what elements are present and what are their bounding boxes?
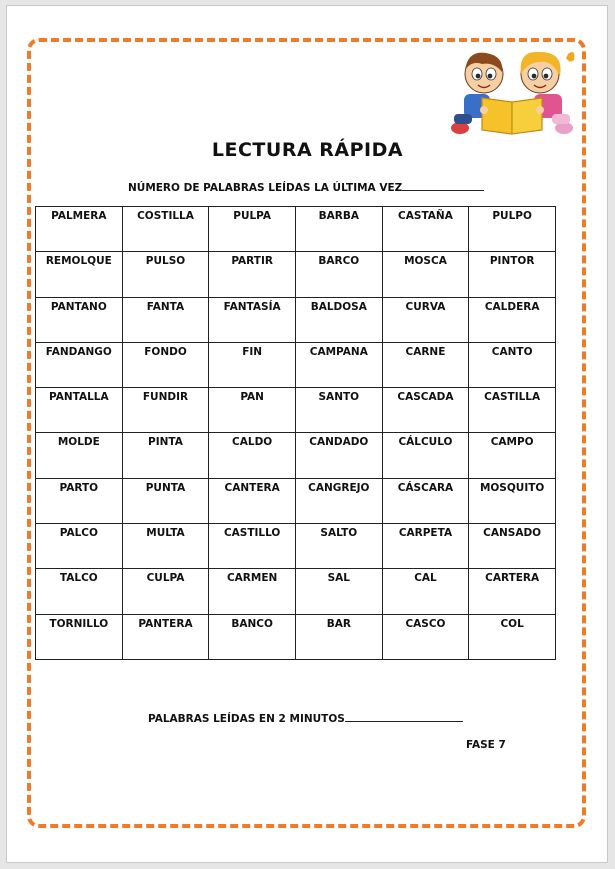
word-cell: SANTO xyxy=(295,388,382,433)
word-cell: CARNE xyxy=(382,342,469,387)
word-cell: CALDO xyxy=(209,433,296,478)
word-cell: FONDO xyxy=(122,342,209,387)
word-cell: CAL xyxy=(382,569,469,614)
two-minutes-label: PALABRAS LEÍDAS EN 2 MINUTOS xyxy=(148,713,345,725)
word-cell: FANDANGO xyxy=(36,342,123,387)
word-cell: BANCO xyxy=(209,614,296,659)
word-cell: PALMERA xyxy=(36,207,123,252)
word-cell: MOLDE xyxy=(36,433,123,478)
word-cell: CASTAÑA xyxy=(382,207,469,252)
word-row xyxy=(36,252,556,297)
word-row xyxy=(36,207,556,252)
word-cell: PANTERA xyxy=(122,614,209,659)
word-row xyxy=(36,478,556,523)
word-cell: CANDADO xyxy=(295,433,382,478)
word-cell: CANTO xyxy=(469,342,556,387)
word-cell: CASCO xyxy=(382,614,469,659)
word-row xyxy=(36,297,556,342)
children-reading-book-illustration xyxy=(448,44,576,138)
word-cell: CANGREJO xyxy=(295,478,382,523)
word-cell: CULPA xyxy=(122,569,209,614)
word-cell: CAMPO xyxy=(469,433,556,478)
word-cell: CALDERA xyxy=(469,297,556,342)
word-cell: CÁSCARA xyxy=(382,478,469,523)
word-row xyxy=(36,433,556,478)
word-cell: SALTO xyxy=(295,524,382,569)
word-row xyxy=(36,342,556,387)
word-cell: CASTILLO xyxy=(209,524,296,569)
word-cell: PARTIR xyxy=(209,252,296,297)
word-cell: CASTILLA xyxy=(469,388,556,433)
word-cell: MOSCA xyxy=(382,252,469,297)
word-cell: TALCO xyxy=(36,569,123,614)
word-cell: PULSO xyxy=(122,252,209,297)
word-cell: PANTALLA xyxy=(36,388,123,433)
word-cell: BARCO xyxy=(295,252,382,297)
word-cell: MULTA xyxy=(122,524,209,569)
word-cell: SAL xyxy=(295,569,382,614)
word-cell: COSTILLA xyxy=(122,207,209,252)
word-row xyxy=(36,569,556,614)
word-cell: BAR xyxy=(295,614,382,659)
two-minutes-count-line xyxy=(148,711,463,725)
word-cell: PUNTA xyxy=(122,478,209,523)
last-time-count-line xyxy=(128,180,484,194)
word-cell: FANTASÍA xyxy=(209,297,296,342)
word-cell: CAMPANA xyxy=(295,342,382,387)
word-cell: MOSQUITO xyxy=(469,478,556,523)
word-cell: PALCO xyxy=(36,524,123,569)
word-cell: CASCADA xyxy=(382,388,469,433)
word-cell: PINTOR xyxy=(469,252,556,297)
page-title: LECTURA RÁPIDA xyxy=(211,139,404,161)
book-icon xyxy=(482,98,512,134)
word-cell: CARMEN xyxy=(209,569,296,614)
word-cell: PARTO xyxy=(36,478,123,523)
word-cell: CANTERA xyxy=(209,478,296,523)
word-cell: FIN xyxy=(209,342,296,387)
word-cell: TORNILLO xyxy=(36,614,123,659)
word-cell: FUNDIR xyxy=(122,388,209,433)
word-cell: CARPETA xyxy=(382,524,469,569)
word-cell: PINTA xyxy=(122,433,209,478)
word-row xyxy=(36,614,556,659)
two-minutes-blank-field[interactable] xyxy=(345,711,463,722)
word-cell: PANTANO xyxy=(36,297,123,342)
word-cell: FANTA xyxy=(122,297,209,342)
word-cell: PULPO xyxy=(469,207,556,252)
word-cell: CANSADO xyxy=(469,524,556,569)
word-cell: BARBA xyxy=(295,207,382,252)
word-cell: REMOLQUE xyxy=(36,252,123,297)
word-cell: PAN xyxy=(209,388,296,433)
word-cell: CURVA xyxy=(382,297,469,342)
word-cell: COL xyxy=(469,614,556,659)
word-cell: CÁLCULO xyxy=(382,433,469,478)
word-cell: PULPA xyxy=(209,207,296,252)
last-time-label: NÚMERO DE PALABRAS LEÍDAS LA ÚLTIMA VEZ xyxy=(128,182,403,194)
word-row xyxy=(36,524,556,569)
word-row xyxy=(36,388,556,433)
phase-label: FASE 7 xyxy=(466,739,506,751)
word-grid xyxy=(35,206,556,660)
word-cell: BALDOSA xyxy=(295,297,382,342)
last-time-blank-field[interactable] xyxy=(402,180,484,191)
word-cell: CARTERA xyxy=(469,569,556,614)
